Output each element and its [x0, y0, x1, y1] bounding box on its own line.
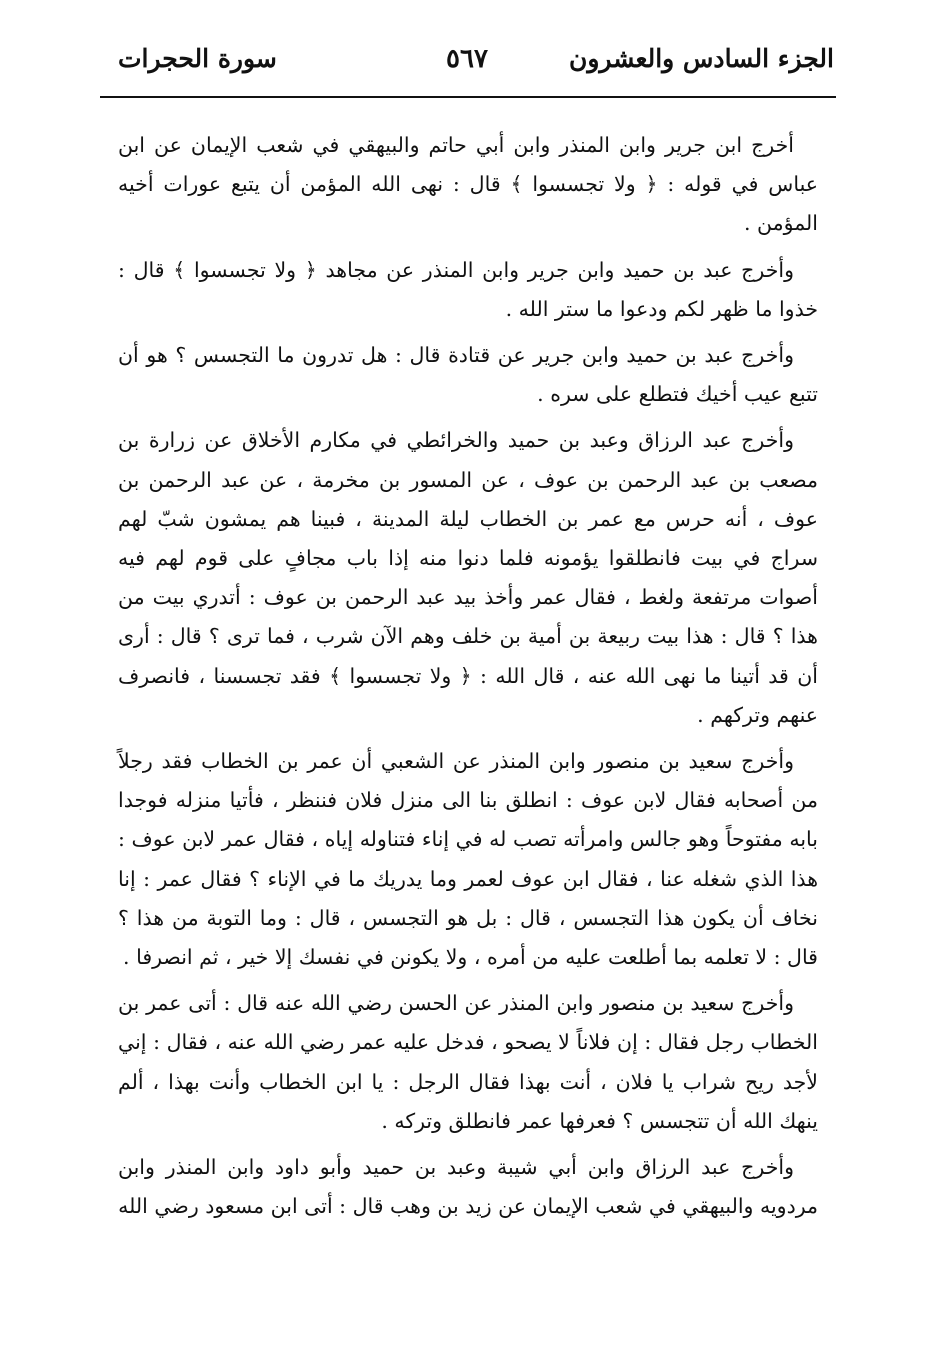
- paragraph: وأخرج سعيد بن منصور وابن المنذر عن الحسن رضي الله عنه قال : أتى عمر بن الخطاب رجل فقال : إن فلاناً لا يصحو ، فدخل عليه عمر رضي الله عنه ، فقال : إني لأجد ريح شراب يا فلان ، أنت بهذا فقال الرجل : يا ابن الخطاب وأنت بهذا ، ألم ينهك الله أن تتجسس ؟ فعرفها عمر فانطلق وتركه .: [118, 991, 818, 1133]
- part-title: الجزء السادس والعشرون: [568, 44, 834, 73]
- paragraph: وأخرج عبد الرزاق وعبد بن حميد والخرائطي في مكارم الأخلاق عن زرارة بن مصعب بن عبد الرحمن بن عوف ، عن المسور بن مخرمة ، عن عبد الرحمن بن عوف ، أنه حرس مع عمر بن الخطاب ليلة المدينة ، فبينا هم يمشون شبّ لهم سراج في بيت فانطلقوا يؤمونه فلما دنوا منه إذا باب مجافٍ على قوم لهم فيه أصوات مرتفعة ولغط ، فقال عمر وأخذ بيد عبد الرحمن بن عوف : أتدري بيت من هذا ؟ قال : هذا بيت ربيعة بن أمية بن خلف وهم الآن شرب ، فما ترى ؟ قال : أرى أن قد أتينا ما نهى الله عنه ، قال الله : ﴿ ولا تجسسوا ﴾ فقد تجسسنا ، فانصرف عنهم وتركهم .: [118, 428, 818, 727]
- surah-title: سورة الحجرات: [118, 44, 277, 73]
- header-divider: [100, 96, 836, 98]
- paragraph: وأخرج سعيد بن منصور وابن المنذر عن الشعبي أن عمر بن الخطاب فقد رجلاً من أصحابه فقال لابن عوف : انطلق بنا الى منزل فلان فننظر ، فأتيا منزله فوجدا بابه مفتوحاً وهو جالس وامرأته تصب له في إناء فتناوله إياه ، فقال عمر لابن عوف : هذا الذي شغله عنا ، فقال ابن عوف لعمر وما يدريك ما في الإناء ؟ فقال عمر : إنا نخاف أن يكون هذا التجسس ، قال : بل هو التجسس ، قال : وما التوبة من هذا ؟ قال : لا تعلمه بما أطلعت عليه من أمره ، ولا يكونن في نفسك إلا خير ، ثم انصرفا .: [118, 749, 818, 970]
- running-header: [100, 44, 834, 92]
- main-text: [118, 126, 818, 1226]
- paragraph: وأخرج عبد بن حميد وابن جرير وابن المنذر عن مجاهد ﴿ ولا تجسسوا ﴾ قال : خذوا ما ظهر لكم ودعوا ما ستر الله .: [118, 257, 818, 321]
- paragraph: أخرج ابن جرير وابن المنذر وابن أبي حاتم والبيهقي في شعب الإيمان عن ابن عباس في قوله : ﴿ ولا تجسسوا ﴾ قال : نهى الله المؤمن أن يتبع عورات أخيه المؤمن .: [118, 133, 818, 236]
- paragraph: وأخرج عبد بن حميد وابن جرير عن قتادة قال : هل تدرون ما التجسس ؟ هو أن تتبع عيب أخيك فتطلع على سره .: [118, 343, 818, 407]
- paragraph: وأخرج عبد الرزاق وابن أبي شيبة وعبد بن حميد وأبو داود وابن المنذر وابن مردويه والبيهقي في شعب الإيمان عن زيد بن وهب قال : أتى ابن مسعود رضي الله: [118, 1155, 818, 1219]
- page-number: ٥٦٧: [446, 44, 488, 74]
